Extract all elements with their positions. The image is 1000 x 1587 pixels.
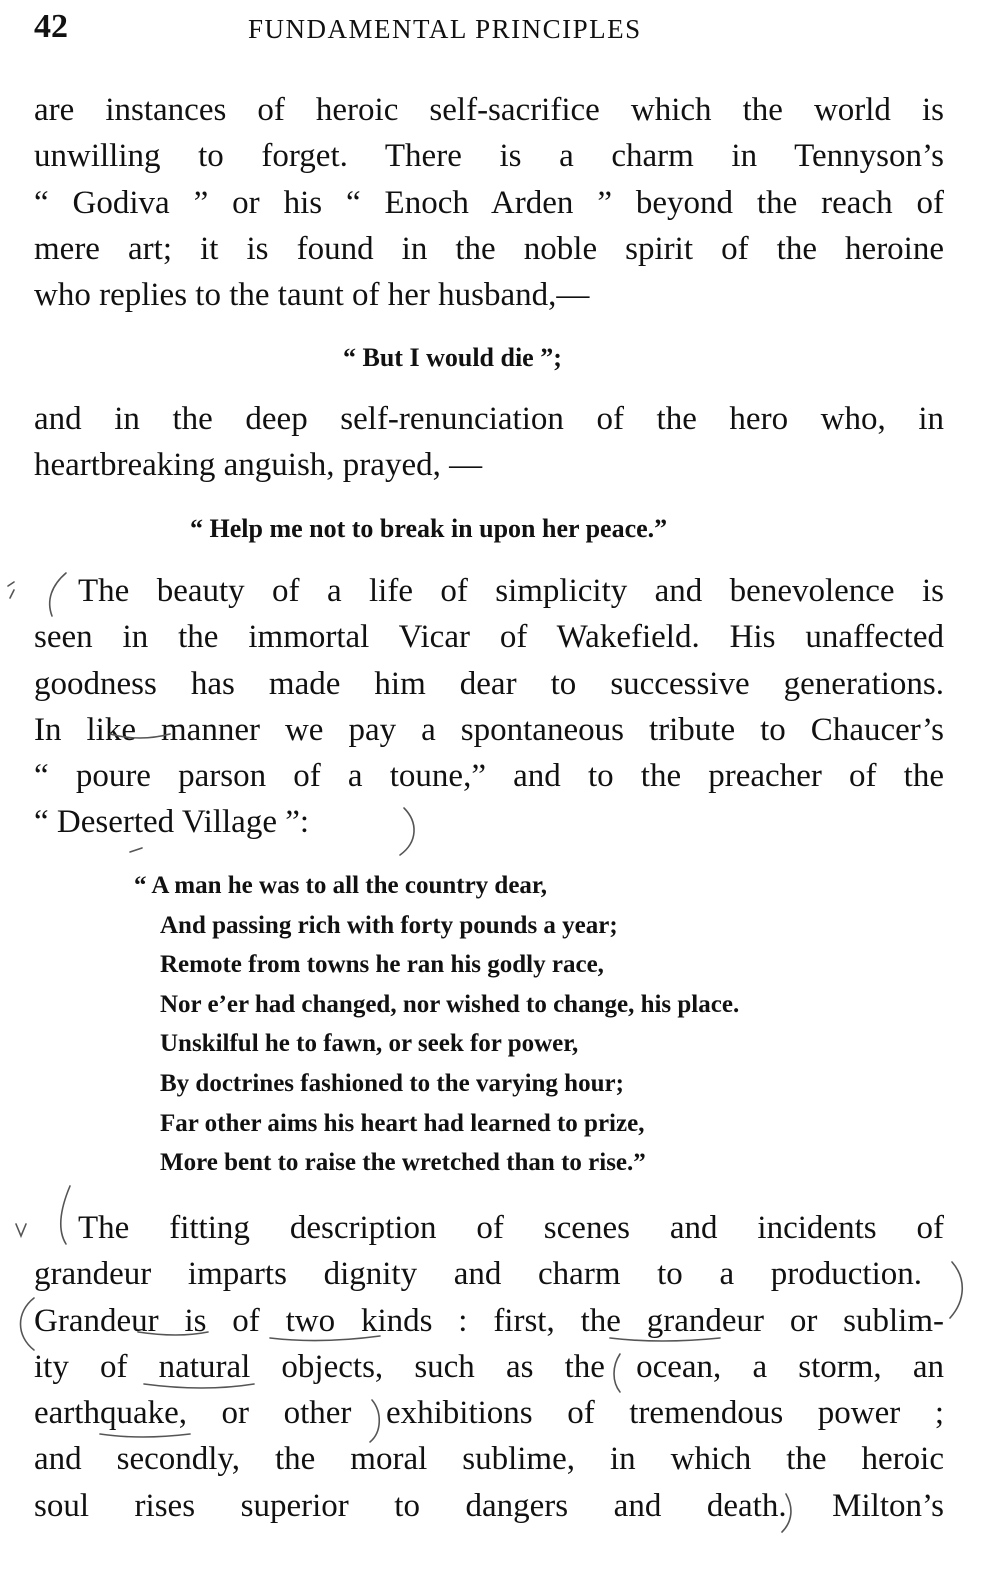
text-line: mere art; it is found in the noble spirit of the heroine: [34, 230, 944, 267]
text-line: unwilling to forget. There is a charm in Tennyson’s: [34, 138, 944, 175]
verse-line: Far other aims his heart had learned to prize,: [160, 1109, 645, 1137]
text-line: In like manner we pay a spontaneous tribute to Chaucer’s: [34, 711, 944, 748]
text-line: “ poure parson of a toune,” and to the preacher of the: [34, 758, 944, 795]
verse-line: Remote from towns he ran his godly race,: [160, 951, 604, 979]
text-line: heartbreaking anguish, prayed, —: [34, 447, 483, 484]
text-line: are instances of heroic self-sacrifice which the world is: [34, 92, 944, 128]
verse-deserted-village: [134, 866, 739, 1183]
pencil-dash-mark: [130, 848, 142, 852]
text-line: ity of natural objects, such as the ocean, a storm, an: [34, 1348, 944, 1385]
pencil-tick-mark: [8, 582, 14, 598]
text-line: grandeur imparts dignity and charm to a production.: [34, 1256, 922, 1293]
pencil-tick-mark: [16, 1224, 26, 1236]
paragraph-self-renunciation: [34, 396, 944, 489]
text-line: The beauty of a life of simplicity and benevolence is: [78, 573, 944, 609]
paragraph-vicar-of-wakefield: [34, 568, 944, 846]
quote-help-me-not: “ Help me not to break in upon her peace.”: [190, 514, 668, 543]
text-line: Grandeur is of two kinds : first, the grandeur or sublim-: [34, 1302, 944, 1339]
text-line: who replies to the taunt of her husband,—: [34, 277, 590, 314]
verse-line: By doctrines fashioned to the varying hour;: [160, 1069, 624, 1097]
page-number: 42: [34, 8, 68, 45]
text-line: and secondly, the moral sublime, in which the heroic: [34, 1441, 944, 1478]
pencil-bracket-open-mark: [21, 1298, 35, 1350]
paragraph-grandeur: [34, 1205, 944, 1529]
quote-but-i-would-die: “ But I would die ”;: [343, 343, 562, 372]
running-header: [34, 8, 944, 52]
running-title: FUNDAMENTAL PRINCIPLES: [248, 14, 642, 44]
paragraph-heroic-self-sacrifice: [34, 87, 944, 318]
verse-line: More bent to raise the wretched than to rise.”: [160, 1149, 646, 1177]
text-line: soul rises superior to dangers and death. Milton’s: [34, 1487, 944, 1524]
text-line: “ Godiva ” or his “ Enoch Arden ” beyond the reach of: [34, 184, 944, 221]
text-line: “ Deserted Village ”:: [34, 804, 310, 841]
text-line: earthquake, or other exhibitions of tremendous power ;: [34, 1395, 944, 1432]
verse-line: Nor e’er had changed, nor wished to change, his place.: [160, 990, 740, 1018]
text-line: The fitting description of scenes and incidents of: [78, 1210, 944, 1246]
verse-line: “ A man he was to all the country dear,: [134, 872, 547, 899]
verse-line: Unskilful he to fawn, or seek for power,: [160, 1030, 579, 1058]
text-line: seen in the immortal Vicar of Wakefield. His unaffected: [34, 619, 944, 656]
verse-line: And passing rich with forty pounds a year;: [160, 911, 618, 939]
text-line: goodness has made him dear to successive generations.: [34, 665, 944, 702]
pencil-bracket-close-mark: [950, 1262, 962, 1318]
text-line: and in the deep self-renunciation of the hero who, in: [34, 401, 944, 437]
